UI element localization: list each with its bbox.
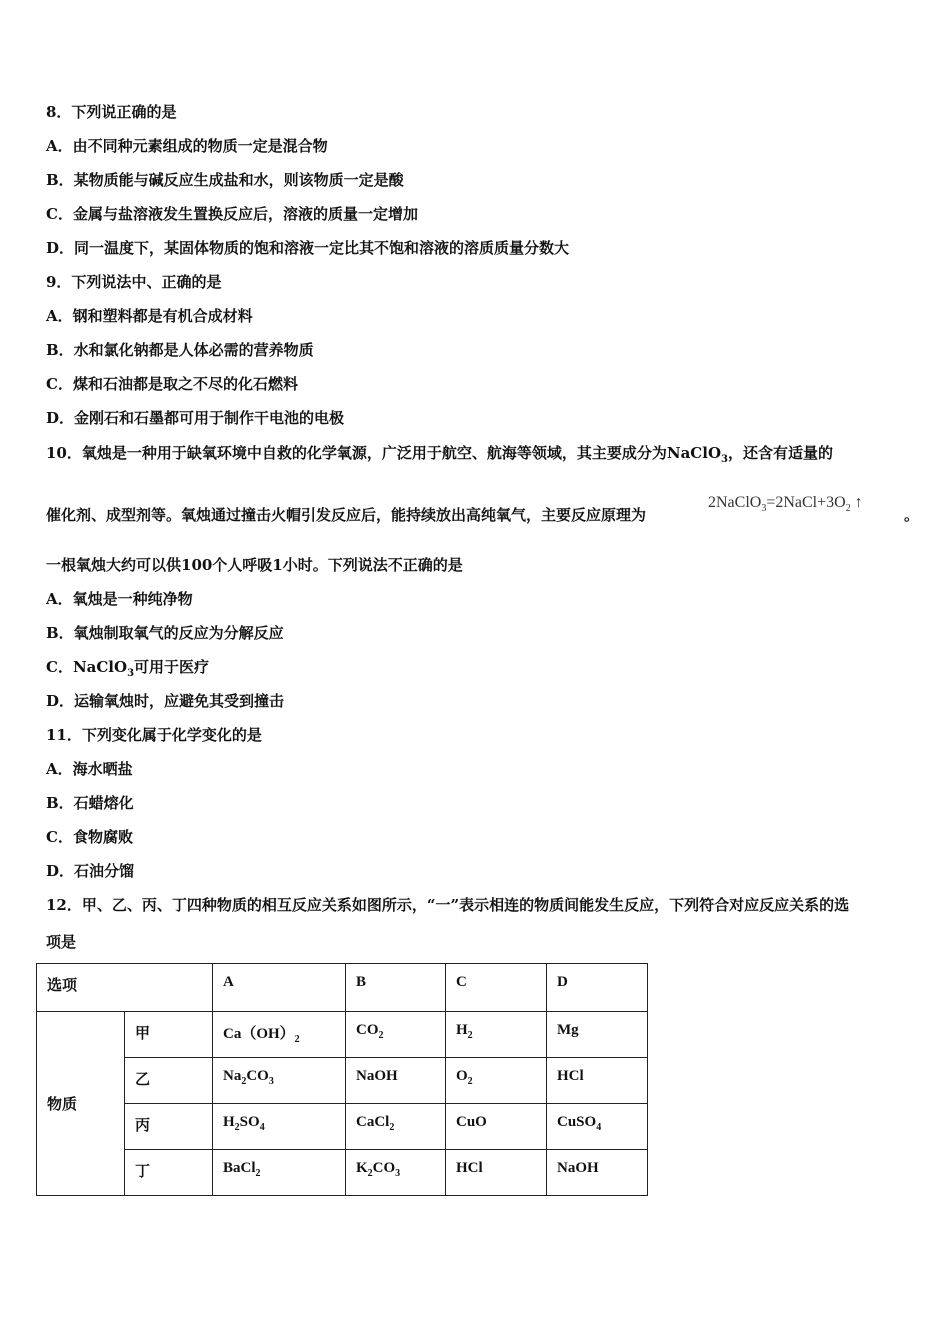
q10-stem-part-1: 10．氧烛是一种用于缺氧环境中自救的化学氧源，广泛用于航空、航海等领域，其主要成分为NaClO	[46, 444, 722, 462]
q8-option-d: D．同一温度下，某固体物质的饱和溶液一定比其不饱和溶液的溶质质量分数大	[46, 239, 570, 257]
q9-option-b: B．水和氯化钠都是人体必需的营养物质	[46, 341, 314, 359]
cell: NaOH	[346, 1058, 446, 1104]
cell: $H_2SO_4$	[213, 1104, 346, 1150]
q8-option-a: A．由不同种元素组成的物质一定是混合物	[46, 137, 328, 155]
cell: $Ca(OH)_2$	[213, 1012, 346, 1058]
header-b: B	[346, 964, 446, 1012]
q9-stem: 9．下列说法中、正确的是	[46, 273, 222, 291]
q10-option-c	[46, 657, 209, 684]
options-table	[36, 963, 648, 1196]
q11-option-c: C．食物腐败	[46, 828, 133, 846]
formula-sub-2: 2	[845, 503, 851, 515]
q10-option-c-sub: 3	[127, 668, 135, 679]
cell: HCl	[547, 1058, 648, 1104]
q10-period: 。	[904, 506, 920, 524]
header-option: 选项	[37, 964, 213, 1012]
q11-option-d: D．石油分馏	[46, 862, 135, 880]
cell: NaOH	[547, 1150, 648, 1196]
q9-option-c: C．煤和石油都是取之不尽的化石燃料	[46, 375, 298, 393]
formula-sub-3: 3	[761, 503, 767, 515]
q11-option-b: B．石蜡熔化	[46, 794, 134, 812]
formula-reactant: 2NaClO	[708, 494, 762, 511]
cell: CuO	[446, 1104, 547, 1150]
cell: $H_2$	[446, 1012, 547, 1058]
q12-stem-line-2: 项是	[46, 933, 77, 951]
row-label: 甲	[125, 1012, 213, 1058]
table-row	[37, 1150, 648, 1196]
row-label: 丙	[125, 1104, 213, 1150]
q10-stem-line-2: 催化剂、成型剂等。氧烛通过撞击火帽引发反应后，能持续放出高纯氧气，主要反应原理为	[46, 506, 647, 524]
header-a: A	[213, 964, 346, 1012]
cell: HCl	[446, 1150, 547, 1196]
q8-option-c: C．金属与盐溶液发生置换反应后，溶液的质量一定增加	[46, 205, 418, 223]
table-header-row	[37, 964, 648, 1012]
row-label: 丁	[125, 1150, 213, 1196]
q10-option-b: B．氧烛制取氧气的反应为分解反应	[46, 624, 284, 642]
cell: CuSO$_4$	[547, 1104, 648, 1150]
reaction-equation	[708, 494, 863, 514]
gas-arrow-icon: ↑	[854, 494, 863, 511]
q9-option-d: D．金刚石和石墨都可用于制作干电池的电极	[46, 409, 345, 427]
formula-products: =2NaCl+3O	[766, 494, 846, 511]
q8-option-b: B．某物质能与碱反应生成盐和水，则该物质一定是酸	[46, 171, 404, 189]
q9-option-a: A．钢和塑料都是有机合成材料	[46, 307, 253, 325]
table-row	[37, 1104, 648, 1150]
cell: $O_2$	[446, 1058, 547, 1104]
header-d: D	[547, 964, 648, 1012]
cell: $K_2CO_3$	[346, 1150, 446, 1196]
q10-option-c-part-1: C．NaClO	[46, 658, 128, 676]
q10-stem-line-3: 一根氧烛大约可以供100个人呼吸1小时。下列说法不正确的是	[46, 556, 463, 574]
q10-subscript-3: 3	[721, 454, 728, 465]
q10-option-a: A．氧烛是一种纯净物	[46, 590, 193, 608]
q10-stem-line-1	[46, 443, 833, 470]
q10-option-d: D．运输氧烛时，应避免其受到撞击	[46, 692, 285, 710]
header-c: C	[446, 964, 547, 1012]
table-row	[37, 1058, 648, 1104]
q10-option-c-part-2: 可用于医疗	[134, 658, 210, 676]
cell: $CO_2$	[346, 1012, 446, 1058]
cell: $Na_2CO_3$	[213, 1058, 346, 1104]
table-row	[37, 1012, 648, 1058]
group-label: 物质	[37, 1012, 125, 1196]
cell: Mg	[547, 1012, 648, 1058]
q11-option-a: A．海水晒盐	[46, 760, 133, 778]
q8-stem: 8．下列说正确的是	[46, 103, 177, 121]
row-label: 乙	[125, 1058, 213, 1104]
q11-stem: 11．下列变化属于化学变化的是	[46, 726, 262, 744]
q12-stem-line-1: 12．甲、乙、丙、丁四种物质的相互反应关系如图所示，“一”表示相连的物质间能发生反应，下列符合对应反应关系的选	[46, 896, 850, 914]
cell: CaCl$_2$	[346, 1104, 446, 1150]
cell: BaCl$_2$	[213, 1150, 346, 1196]
q10-stem-part-2: ，还含有适量的	[727, 444, 833, 462]
